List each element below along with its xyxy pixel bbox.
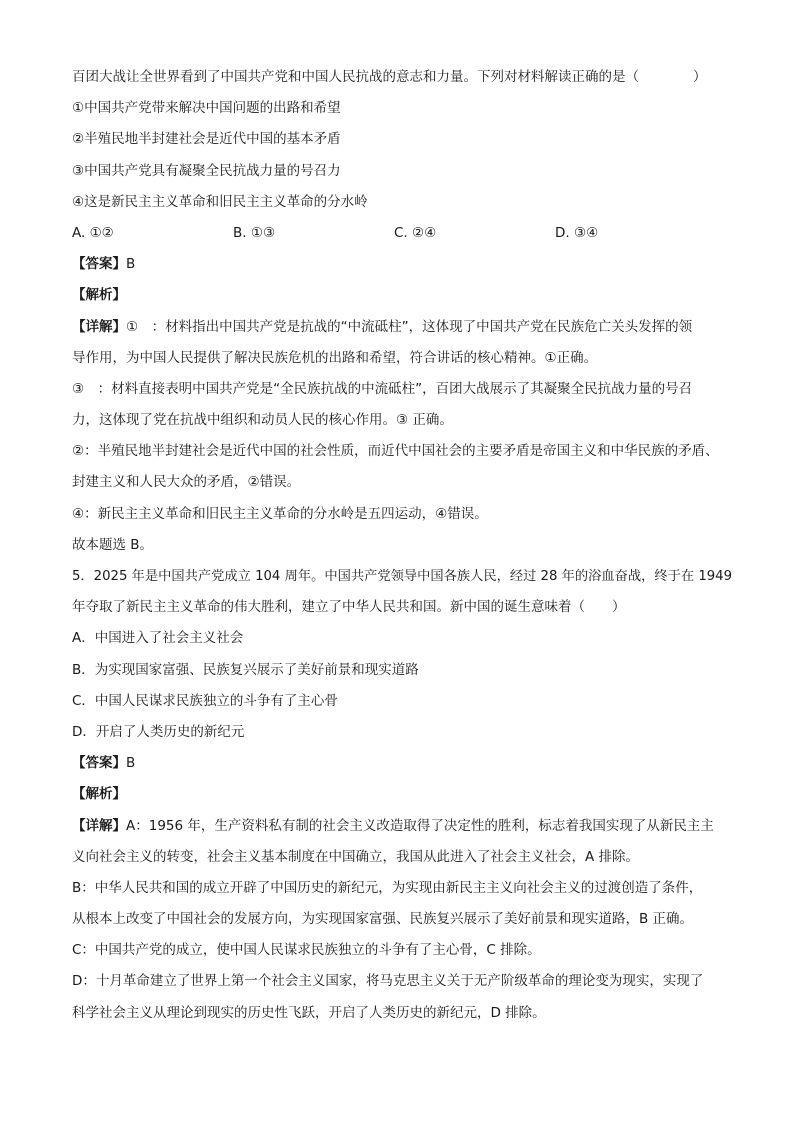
q4-option-b: B. ①③ (233, 224, 276, 241)
answer-value: B (126, 755, 136, 772)
q4-detail-line-1 (72, 312, 732, 343)
q4-detail-line-3: ③ ：材料直接表明中国共产党是“全民族抗战的中流砥柱”，百团大战展示了其凝聚全民抗战力量的号召 (72, 380, 693, 397)
q5-detail-line-6: D：十月革命建立了世界上第一个社会主义国家，将马克思主义关于无产阶级革命的理论变为现实，实现了 (72, 973, 704, 990)
q4-option-a: A. ①② (72, 224, 114, 241)
q5-answer (72, 748, 732, 779)
q4-detail-line-2: 导作用，为中国人民提供了解决民族危机的出路和希望，符合讲话的核心精神。①正确。 (72, 349, 598, 366)
q4-conclusion: 故本题选 B。 (72, 536, 154, 553)
q4-option-d: D. ③④ (555, 224, 599, 241)
q4-item-4: ④这是新民主主义革命和旧民主主义革命的分水岭 (72, 193, 368, 210)
detail-text: A：1956 年，生产资料私有制的社会主义改造取得了决定性的胜利，标志着我国实现了从新民主主 (126, 817, 714, 834)
q4-detail-line-6: 封建主义和人民大众的矛盾，②错误。 (72, 474, 301, 491)
document-page (72, 62, 732, 1029)
q5-stem-line-2: 年夺取了新民主主义革命的伟大胜利，建立了中华人民共和国。新中国的诞生意味着（ ） (72, 599, 626, 616)
q5-detail-line-7: 科学社会主义从理论到现实的历史性飞跃，开启了人类历史的新纪元，D 排除。 (72, 1004, 546, 1021)
q5-detail-line-2: 义向社会主义的转变，社会主义基本制度在中国确立，我国从此进入了社会主义社会，A 排除。 (72, 848, 640, 865)
q5-option-a: A．中国进入了社会主义社会 (72, 630, 244, 647)
q5-detail-line-3: B：中华人民共和国的成立开辟了中国历史的新纪元，为实现由新民主主义向社会主义的过渡创造了条件， (72, 879, 703, 896)
q5-detail-line-1 (72, 811, 732, 842)
detail-tag: 【详解】 (72, 817, 126, 834)
answer-tag: 【答案】 (72, 256, 126, 273)
q5-detail-line-5: C：中国共产党的成立，使中国人民谋求民族独立的斗争有了主心骨，C 排除。 (72, 942, 541, 959)
q4-analysis-heading (72, 280, 732, 311)
q5-option-d: D．开启了人类历史的新纪元 (72, 723, 245, 740)
detail-text: ① ：材料指出中国共产党是抗战的“中流砥柱”，这体现了中国共产党在民族危亡关头发挥的领 (126, 318, 693, 335)
answer-value: B (126, 256, 136, 273)
q4-option-c: C. ②④ (394, 224, 437, 241)
q5-option-b: B．为实现国家富强、民族复兴展示了美好前景和现实道路 (72, 661, 419, 678)
q4-stem: 百团大战让全世界看到了中国共产党和中国人民抗战的意志和力量。下列对材料解读正确的是（ ） (72, 69, 707, 85)
q4-detail-line-5: ②：半殖民地半封建社会是近代中国的社会性质，而近代中国社会的主要矛盾是帝国主义和中华民族的矛盾、 (72, 443, 719, 460)
q5-detail-line-4: 从根本上改变了中国社会的发展方向，为实现国家富强、民族复兴展示了美好前景和现实道路，B 正确。 (72, 911, 694, 928)
analysis-tag: 【解析】 (72, 287, 126, 304)
answer-tag: 【答案】 (72, 755, 126, 772)
q4-detail-line-7: ④：新民主主义革命和旧民主主义革命的分水岭是五四运动，④错误。 (72, 505, 488, 522)
q5-option-c: C．中国人民谋求民族独立的斗争有了主心骨 (72, 692, 338, 709)
q5-stem-line-1: 5．2025 年是中国共产党成立 104 周年。中国共产党领导中国各族人民，经过 28 年的浴血奋战，终于在 1949 (72, 569, 733, 584)
q4-item-1: ①中国共产党带来解决中国问题的出路和希望 (72, 100, 341, 117)
q4-item-3: ③中国共产党具有凝聚全民抗战力量的号召力 (72, 162, 341, 179)
detail-tag: 【详解】 (72, 318, 126, 335)
analysis-tag: 【解析】 (72, 786, 126, 803)
q5-analysis-heading (72, 779, 732, 810)
q4-detail-line-4: 力，这体现了党在抗战中组织和动员人民的核心作用。③ 正确。 (72, 412, 453, 429)
q4-item-2: ②半殖民地半封建社会是近代中国的基本矛盾 (72, 131, 341, 148)
q4-options (72, 218, 732, 249)
q4-answer (72, 249, 732, 280)
